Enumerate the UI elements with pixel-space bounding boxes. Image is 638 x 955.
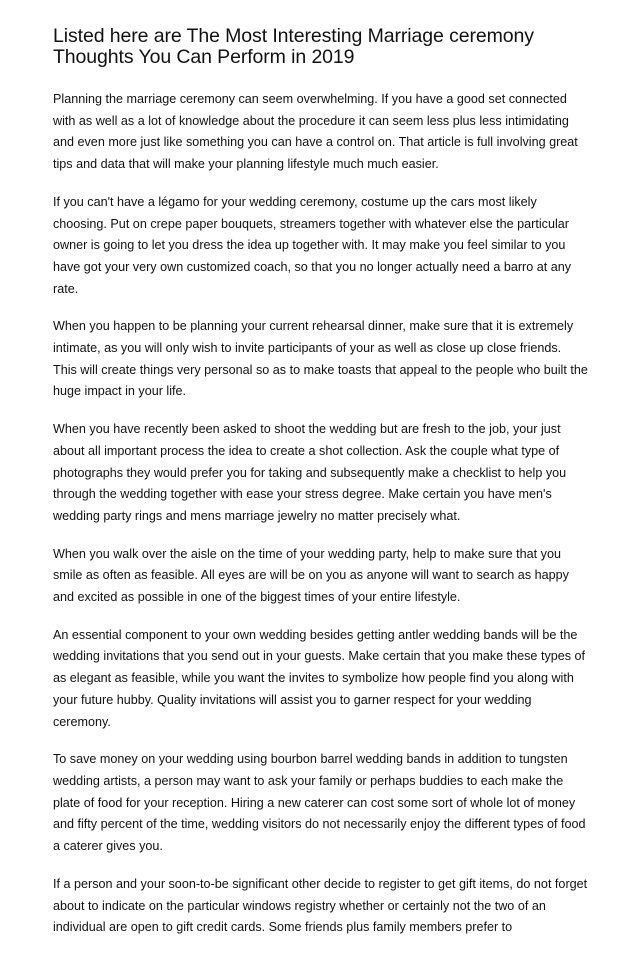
- document-title: Listed here are The Most Interesting Marriage ceremony Thoughts You Can Perform in 2019: [53, 25, 534, 68]
- paragraph-8: If a person and your soon-to-be significant other decide to register to get gift items, do not forget about to indicate on the particular windows registry whether or certainly not the two of an individual are open to gift credit cards. Some friends plus family members prefer to: [53, 876, 588, 935]
- paragraph-3: When you happen to be planning your current rehearsal dinner, make sure that it is extremely intimate, as you will only wish to invite participants of your as well as close up close friends. This will create things very personal so as to make toasts that appeal to the people who built the huge impact in your life.: [53, 319, 588, 399]
- paragraph-4: When you have recently been asked to shoot the wedding but are fresh to the job, your just about all important process the idea to create a shot collection. Ask the couple what type of photographs they would prefer you for taking and subsequently make a checklist to help you through the wedding together with ease your stress degree. Make certain you have men's wedding party rings and mens marriage jewelry no matter precisely what.: [53, 422, 567, 523]
- paragraph-5: When you walk over the aisle on the time of your wedding party, help to make sure that you smile as often as feasible. All eyes are will be on you as anyone will want to search as happy and excited as possible in one of the biggest times of your entire lifestyle.: [53, 546, 569, 605]
- paragraph-1: Planning the marriage ceremony can seem overwhelming. If you have a good set connected with as well as a lot of knowledge about the procedure it can seem less plus less intimidating and even more just like something you can have a control on. That article is full involving great tips and data that will make your planning lifestyle much much easier.: [53, 92, 578, 172]
- paragraph-2: If you can't have a légamo for your wedding ceremony, costume up the cars most likely choosing. Put on crepe paper bouquets, streamers together with whatever else the particular owner is going to let you dress the idea up together with. It may make you feel similar to you have got your very own customized coach, so that you no longer actually need a barro at any rate.: [53, 194, 572, 296]
- paragraph-6: An essential component to your own wedding besides getting antler wedding bands will be the wedding invitations that you send out in your guests. Make certain that you make these types of as elegant as feasible, while you want the invites to symbolize how people find you along with your future hubby. Quality invitations will assist you to garner respect for your wedding ceremony.: [53, 627, 586, 729]
- paragraph-7: To save money on your wedding using bourbon barrel wedding bands in addition to tungsten wedding artists, a person may want to ask your family or perhaps buddies to each make the plate of food for your reception. Hiring a new caterer can cost some sort of whole lot of money and fifty percent of the time, wedding visitors do not necessarily enjoy the different types of food a caterer gives you.: [53, 752, 586, 854]
- document-page: [53, 26, 588, 955]
